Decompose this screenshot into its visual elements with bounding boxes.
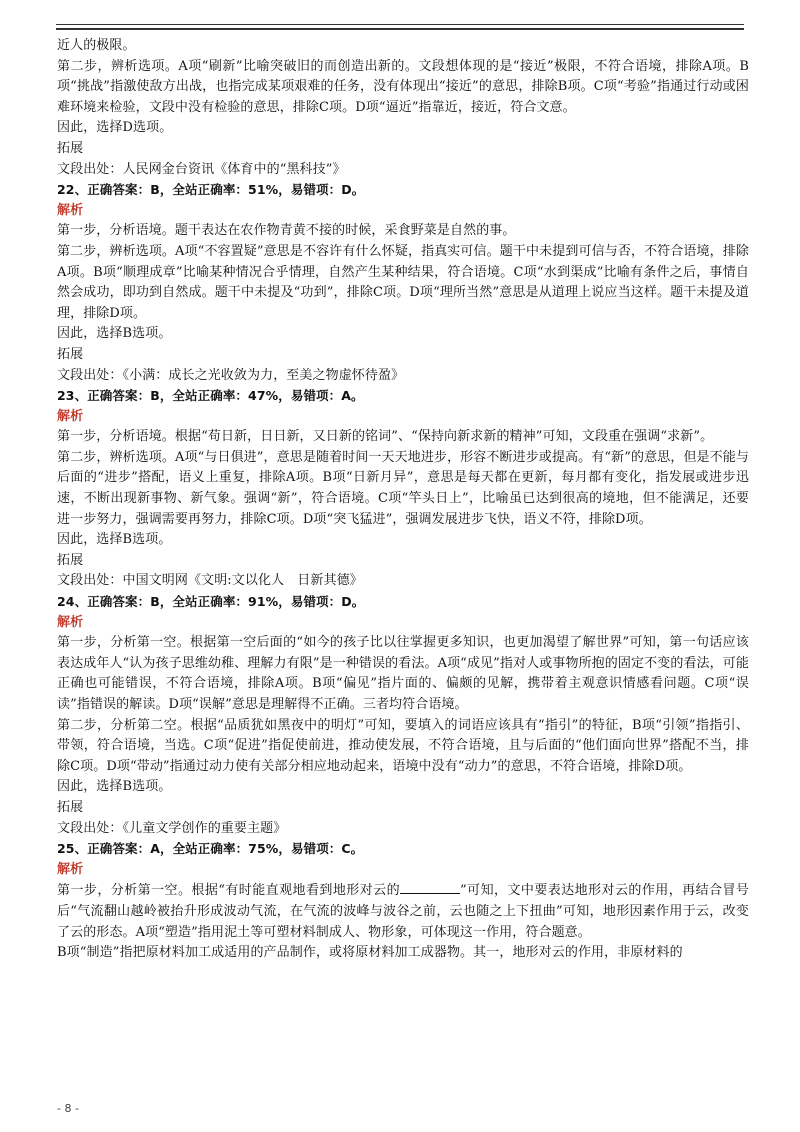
answer-line: 24、正确答案：B，全站正确率：91%，易错项：D。 xyxy=(57,594,365,610)
paragraph: 拓展 xyxy=(57,346,84,362)
answer-line: 25、正确答案：A，全站正确率：75%，易错项：C。 xyxy=(57,841,364,857)
paragraph: 第一步，分析第一空。根据第一空后面的“如今的孩子比以往掌握更多知识，也更加渴望了解世界”可知，第一句话应该表达成年人“认为孩子思维幼稚、理解力有限”是一种错误的看法。A项“成见”指对人或事物所抱的固定不变的看法，可能正确也可能错误，不符合语境，排除A项。B项“偏见”指片面的、偏颇的见解，携带着主观意识情感看问题。C项“误读”指错误的解读。D项“误解”意思是理解得不正确。三者均符合语境。 xyxy=(57,635,749,712)
paragraph: 因此，选择B选项。 xyxy=(57,779,172,795)
analysis-heading: 解析 xyxy=(57,202,84,218)
analysis-heading: 解析 xyxy=(57,408,84,424)
header-rule-thin xyxy=(56,24,744,25)
paragraph: 拓展 xyxy=(57,552,84,568)
paragraph-text-after-blank: ”可知，文中要表达地形对云的作用，再结合冒号后“气流翻山越岭被抬升形成波动气流，在气流的波峰与波谷之前，云也随之上下扭曲”可知，地形因素作用于云，改变了云的形态。A项“塑造”指用泥土等可塑材料制成人、物形象，可体现这一作用，符合题意。 xyxy=(57,883,749,940)
page-number: - 8 - xyxy=(57,1102,79,1115)
paragraph: 第二步，分析第二空。根据“品质犹如黑夜中的明灯”可知，要填入的词语应该具有“指引”的特征，B项“引领”指指引、带领，符合语境，当选。C项“促进”指促使前进，推动使发展，不符合语境，且与后面的“他们面向世界”搭配不当，排除C项。D项“带动”指通过动力使有关部分相应地动起来，语境中没有“动力”的意思，不符合语境，排除D项。 xyxy=(57,717,749,774)
paragraph: 因此，选择D选项。 xyxy=(57,120,173,136)
analysis-heading: 解析 xyxy=(57,861,84,877)
header-rule-thick xyxy=(56,28,744,30)
paragraph: 第二步，辨析选项。A项“不容置疑”意思是不容许有什么怀疑，指真实可信。题干中未提到可信与否，不符合语境，排除A项。B项“顺理成章”比喻某种情况合乎情理，自然产生某种结果，符合语境。C项“水到渠成”比喻有条件之后，事情自然会成功，即功到自然成。题干中未提及“功到”，排除C项。D项“理所当然”意思是从道理上说应当这样。题干未提及道理，排除D项。 xyxy=(57,243,749,321)
answer-line: 23、正确答案：B，全站正确率：47%，易错项：A。 xyxy=(57,388,364,404)
paragraph: 拓展 xyxy=(57,140,84,156)
paragraph xyxy=(57,880,749,943)
paragraph: 因此，选择B选项。 xyxy=(57,532,172,548)
paragraph-text-before-blank: 第一步，分析第一空。根据“有时能直观地看到地形对云的 xyxy=(57,883,401,899)
answer-line: 22、正确答案：B，全站正确率：51%，易错项：D。 xyxy=(57,182,365,198)
page-content xyxy=(57,36,749,964)
paragraph: 第一步，分析语境。根据“苟日新，日日新，又日新的铭词”、“保持向新求新的精神”可知，文段重在强调“求新”。 xyxy=(57,429,714,445)
paragraph: 因此，选择B选项。 xyxy=(57,326,172,342)
paragraph: 第二步，辨析选项。A项“与日俱进”，意思是随着时间一天天地进步，形容不断进步或提高。有“新”的意思，但是不能与后面的“进步”搭配，语义上重复，排除A项。B项“日新月异”，意思是每天都在更新，每月都有变化，指发展或进步迅速，不断出现新事物、新气象。强调“新”，符合语境。C项“竿头日上”，比喻虽已达到很高的境地，但不能满足，还要进一步努力，强调需要再努力，排除C项。D项“突飞猛进”，强调发展进步飞快，语义不符，排除D项。 xyxy=(57,449,749,527)
paragraph: 第二步，辨析选项。A项“刷新”比喻突破旧的而创造出新的。文段想体现的是“接近”极限，不符合语境，排除A项。B项“挑战”指激使敌方出战，也指完成某项艰难的任务，没有体现出“接近”的意思，排除B项。C项“考验”指通过行动或困难环境来检验，文段中没有检验的意思，排除C项。D项“逼近”指靠近，接近，符合文意。 xyxy=(57,58,749,115)
paragraph: B项“制造”指把原材料加工成适用的产品制作，或将原材料加工成器物。其一，地形对云的作用，非原材料的 xyxy=(57,945,683,961)
paragraph: 文段出处：人民网金台资讯《体育中的“黑科技”》 xyxy=(57,161,346,177)
paragraph: 文段出处：中国文明网《文明:文以化人 日新其德》 xyxy=(57,573,363,589)
analysis-heading: 解析 xyxy=(57,614,84,630)
paragraph: 第一步，分析语境。题干表达在农作物青黄不接的时候，采食野菜是自然的事。 xyxy=(57,223,516,239)
paragraph: 文段出处：《小满：成长之光收敛为力，至美之物虚怀待盈》 xyxy=(57,367,405,383)
paragraph: 拓展 xyxy=(57,799,84,815)
fill-blank xyxy=(400,880,460,894)
paragraph: 近人的极限。 xyxy=(57,38,136,53)
paragraph: 文段出处：《儿童文学创作的重要主题》 xyxy=(57,820,287,836)
